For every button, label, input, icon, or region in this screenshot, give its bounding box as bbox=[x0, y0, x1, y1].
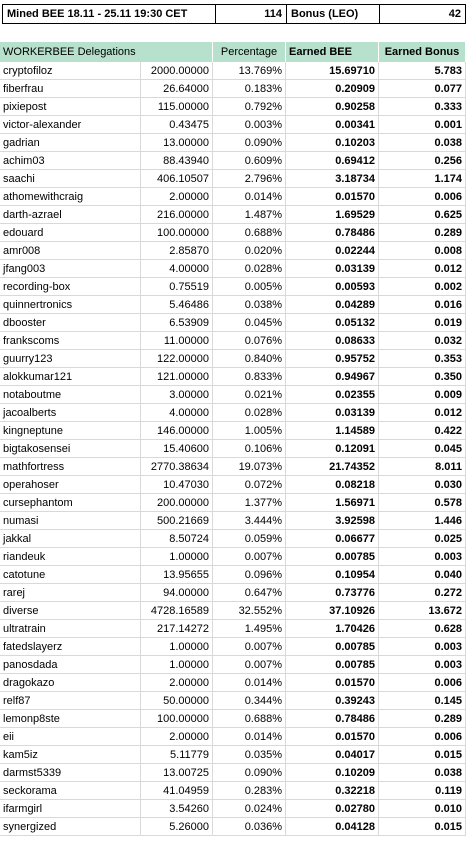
earned-bonus-cell[interactable]: 0.038 bbox=[379, 764, 466, 782]
summary-row bbox=[0, 4, 469, 24]
delegator-name-cell[interactable]: jfang003 bbox=[0, 260, 141, 278]
percentage-cell[interactable]: 0.688% bbox=[213, 224, 286, 242]
table-row bbox=[0, 746, 469, 764]
earned-bonus-cell[interactable]: 8.011 bbox=[379, 458, 466, 476]
table-row bbox=[0, 728, 469, 746]
table-row bbox=[0, 80, 469, 98]
percentage-cell[interactable]: 13.769% bbox=[213, 62, 286, 80]
table-row bbox=[0, 368, 469, 386]
delegated-amount-cell[interactable]: 500.21669 bbox=[141, 512, 213, 530]
percentage-cell[interactable]: 0.090% bbox=[213, 764, 286, 782]
earned-bonus-cell[interactable]: 0.578 bbox=[379, 494, 466, 512]
table-row bbox=[0, 296, 469, 314]
table-row bbox=[0, 242, 469, 260]
earned-bee-cell[interactable]: 0.02780 bbox=[286, 800, 379, 818]
table-row bbox=[0, 440, 469, 458]
table-row bbox=[0, 710, 469, 728]
table-row bbox=[0, 98, 469, 116]
percentage-cell[interactable]: 0.007% bbox=[213, 638, 286, 656]
delegated-amount-cell[interactable]: 15.40600 bbox=[141, 440, 213, 458]
delegator-name-cell[interactable]: jacoalberts bbox=[0, 404, 141, 422]
delegated-amount-cell[interactable]: 4728.16589 bbox=[141, 602, 213, 620]
table-row bbox=[0, 512, 469, 530]
earned-bee-cell[interactable]: 0.02355 bbox=[286, 386, 379, 404]
earned-bee-cell[interactable]: 1.56971 bbox=[286, 494, 379, 512]
earned-bonus-cell[interactable]: 0.119 bbox=[379, 782, 466, 800]
percentage-cell[interactable]: 0.840% bbox=[213, 350, 286, 368]
percentage-cell[interactable]: 0.014% bbox=[213, 674, 286, 692]
percentage-cell[interactable]: 0.007% bbox=[213, 548, 286, 566]
table-row bbox=[0, 260, 469, 278]
earned-bonus-cell[interactable]: 0.350 bbox=[379, 368, 466, 386]
delegated-amount-cell[interactable]: 3.00000 bbox=[141, 386, 213, 404]
earned-bonus-cell[interactable]: 5.783 bbox=[379, 62, 466, 80]
percentage-cell[interactable]: 0.020% bbox=[213, 242, 286, 260]
earned-bonus-cell[interactable]: 0.040 bbox=[379, 566, 466, 584]
percentage-cell[interactable]: 0.014% bbox=[213, 728, 286, 746]
delegator-name-cell[interactable]: eii bbox=[0, 728, 141, 746]
earned-bonus-cell[interactable]: 0.012 bbox=[379, 260, 466, 278]
delegated-amount-cell[interactable]: 50.00000 bbox=[141, 692, 213, 710]
delegated-amount-cell[interactable]: 100.00000 bbox=[141, 224, 213, 242]
delegations-table-body bbox=[0, 62, 469, 836]
delegator-name-cell[interactable]: darth-azrael bbox=[0, 206, 141, 224]
delegated-amount-cell[interactable]: 216.00000 bbox=[141, 206, 213, 224]
table-row bbox=[0, 152, 469, 170]
delegator-name-cell[interactable]: cryptofiloz bbox=[0, 62, 141, 80]
delegated-amount-cell[interactable]: 0.75519 bbox=[141, 278, 213, 296]
table-row bbox=[0, 656, 469, 674]
delegated-amount-cell[interactable]: 4.00000 bbox=[141, 260, 213, 278]
earned-bee-cell[interactable]: 0.00341 bbox=[286, 116, 379, 134]
earned-bonus-cell[interactable]: 0.032 bbox=[379, 332, 466, 350]
table-row bbox=[0, 494, 469, 512]
delegator-name-cell[interactable]: edouard bbox=[0, 224, 141, 242]
earned-bee-cell[interactable]: 0.95752 bbox=[286, 350, 379, 368]
delegated-amount-cell[interactable]: 100.00000 bbox=[141, 710, 213, 728]
table-row bbox=[0, 566, 469, 584]
delegated-amount-cell[interactable]: 13.00000 bbox=[141, 134, 213, 152]
earned-bee-cell[interactable]: 0.04017 bbox=[286, 746, 379, 764]
delegated-amount-cell[interactable]: 1.00000 bbox=[141, 548, 213, 566]
earned-bee-cell[interactable]: 1.14589 bbox=[286, 422, 379, 440]
delegator-name-cell[interactable]: alokkumar121 bbox=[0, 368, 141, 386]
table-row bbox=[0, 314, 469, 332]
earned-bee-cell[interactable]: 0.06677 bbox=[286, 530, 379, 548]
earned-bonus-cell[interactable]: 0.353 bbox=[379, 350, 466, 368]
delegator-name-cell[interactable]: ifarmgirl bbox=[0, 800, 141, 818]
percentage-cell[interactable]: 0.183% bbox=[213, 80, 286, 98]
delegated-amount-cell[interactable]: 88.43940 bbox=[141, 152, 213, 170]
table-row bbox=[0, 782, 469, 800]
earned-bonus-cell[interactable]: 13.672 bbox=[379, 602, 466, 620]
table-row bbox=[0, 674, 469, 692]
delegator-name-cell[interactable]: cursephantom bbox=[0, 494, 141, 512]
table-row bbox=[0, 170, 469, 188]
delegator-name-cell[interactable]: mathfortress bbox=[0, 458, 141, 476]
earned-bee-cell[interactable]: 0.10203 bbox=[286, 134, 379, 152]
earned-bee-cell[interactable]: 0.02244 bbox=[286, 242, 379, 260]
delegator-name-cell[interactable]: frankscoms bbox=[0, 332, 141, 350]
earned-bee-cell[interactable]: 0.94967 bbox=[286, 368, 379, 386]
delegated-amount-cell[interactable]: 41.04959 bbox=[141, 782, 213, 800]
table-row bbox=[0, 278, 469, 296]
earned-bonus-cell[interactable]: 0.001 bbox=[379, 116, 466, 134]
delegated-amount-cell[interactable]: 2000.00000 bbox=[141, 62, 213, 80]
percentage-cell[interactable]: 0.647% bbox=[213, 584, 286, 602]
percentage-cell[interactable]: 0.036% bbox=[213, 818, 286, 836]
earned-bee-cell[interactable]: 0.00593 bbox=[286, 278, 379, 296]
delegator-name-cell[interactable]: amr008 bbox=[0, 242, 141, 260]
table-row bbox=[0, 692, 469, 710]
earned-bonus-cell[interactable]: 0.030 bbox=[379, 476, 466, 494]
header-earned-bonus[interactable]: Earned Bonus bbox=[379, 42, 466, 62]
percentage-cell[interactable]: 0.014% bbox=[213, 188, 286, 206]
delegated-amount-cell[interactable]: 2.85870 bbox=[141, 242, 213, 260]
earned-bonus-cell[interactable]: 0.038 bbox=[379, 134, 466, 152]
percentage-cell[interactable]: 0.096% bbox=[213, 566, 286, 584]
earned-bonus-cell[interactable]: 0.625 bbox=[379, 206, 466, 224]
percentage-cell[interactable]: 0.028% bbox=[213, 260, 286, 278]
delegator-name-cell[interactable]: dragokazo bbox=[0, 674, 141, 692]
delegated-amount-cell[interactable]: 10.47030 bbox=[141, 476, 213, 494]
percentage-cell[interactable]: 0.035% bbox=[213, 746, 286, 764]
percentage-cell[interactable]: 0.609% bbox=[213, 152, 286, 170]
delegator-name-cell[interactable]: kam5iz bbox=[0, 746, 141, 764]
delegator-name-cell[interactable]: fiberfrau bbox=[0, 80, 141, 98]
delegated-amount-cell[interactable]: 2.00000 bbox=[141, 188, 213, 206]
earned-bee-cell[interactable]: 21.74352 bbox=[286, 458, 379, 476]
header-delegations[interactable]: WORKERBEE Delegations bbox=[0, 42, 213, 62]
earned-bonus-cell[interactable]: 0.015 bbox=[379, 746, 466, 764]
earned-bee-cell[interactable]: 0.10954 bbox=[286, 566, 379, 584]
table-row bbox=[0, 476, 469, 494]
table-header bbox=[0, 42, 469, 62]
percentage-cell[interactable]: 0.792% bbox=[213, 98, 286, 116]
delegator-name-cell[interactable]: lemonp8ste bbox=[0, 710, 141, 728]
table-row bbox=[0, 530, 469, 548]
delegated-amount-cell[interactable]: 121.00000 bbox=[141, 368, 213, 386]
delegated-amount-cell[interactable]: 8.50724 bbox=[141, 530, 213, 548]
delegator-name-cell[interactable]: synergized bbox=[0, 818, 141, 836]
percentage-cell[interactable]: 0.833% bbox=[213, 368, 286, 386]
delegated-amount-cell[interactable]: 4.00000 bbox=[141, 404, 213, 422]
percentage-cell[interactable]: 1.377% bbox=[213, 494, 286, 512]
earned-bee-cell[interactable]: 0.03139 bbox=[286, 404, 379, 422]
percentage-cell[interactable]: 0.090% bbox=[213, 134, 286, 152]
table-row bbox=[0, 548, 469, 566]
earned-bee-cell[interactable]: 0.10209 bbox=[286, 764, 379, 782]
percentage-cell[interactable]: 0.028% bbox=[213, 404, 286, 422]
table-row bbox=[0, 62, 469, 80]
delegated-amount-cell[interactable]: 13.00725 bbox=[141, 764, 213, 782]
delegated-amount-cell[interactable]: 5.46486 bbox=[141, 296, 213, 314]
earned-bonus-cell[interactable]: 0.077 bbox=[379, 80, 466, 98]
earned-bee-cell[interactable]: 0.12091 bbox=[286, 440, 379, 458]
table-row bbox=[0, 116, 469, 134]
percentage-cell[interactable]: 1.495% bbox=[213, 620, 286, 638]
percentage-cell[interactable]: 0.076% bbox=[213, 332, 286, 350]
delegator-name-cell[interactable]: athomewithcraig bbox=[0, 188, 141, 206]
earned-bonus-cell[interactable]: 0.019 bbox=[379, 314, 466, 332]
mined-bee-value[interactable]: 114 bbox=[215, 4, 287, 24]
earned-bee-cell[interactable]: 0.08633 bbox=[286, 332, 379, 350]
table-row bbox=[0, 350, 469, 368]
percentage-cell[interactable]: 0.007% bbox=[213, 656, 286, 674]
table-row bbox=[0, 404, 469, 422]
delegator-name-cell[interactable]: victor-alexander bbox=[0, 116, 141, 134]
table-row bbox=[0, 386, 469, 404]
table-row bbox=[0, 584, 469, 602]
earned-bee-cell[interactable]: 0.69412 bbox=[286, 152, 379, 170]
percentage-cell[interactable]: 1.005% bbox=[213, 422, 286, 440]
percentage-cell[interactable]: 0.005% bbox=[213, 278, 286, 296]
earned-bee-cell[interactable]: 0.08218 bbox=[286, 476, 379, 494]
delegator-name-cell[interactable]: rarej bbox=[0, 584, 141, 602]
earned-bonus-cell[interactable]: 0.002 bbox=[379, 278, 466, 296]
earned-bee-cell[interactable]: 0.05132 bbox=[286, 314, 379, 332]
earned-bee-cell[interactable]: 0.01570 bbox=[286, 674, 379, 692]
delegated-amount-cell[interactable]: 26.64000 bbox=[141, 80, 213, 98]
delegator-name-cell[interactable]: panosdada bbox=[0, 656, 141, 674]
percentage-cell[interactable]: 1.487% bbox=[213, 206, 286, 224]
table-row bbox=[0, 818, 469, 836]
earned-bonus-cell[interactable]: 0.006 bbox=[379, 728, 466, 746]
delegator-name-cell[interactable]: seckorama bbox=[0, 782, 141, 800]
delegator-name-cell[interactable]: fatedslayerz bbox=[0, 638, 141, 656]
table-row bbox=[0, 422, 469, 440]
delegator-name-cell[interactable]: dbooster bbox=[0, 314, 141, 332]
earned-bonus-cell[interactable]: 0.422 bbox=[379, 422, 466, 440]
delegated-amount-cell[interactable]: 3.54260 bbox=[141, 800, 213, 818]
delegated-amount-cell[interactable]: 0.43475 bbox=[141, 116, 213, 134]
mined-bee-label[interactable]: Mined BEE 18.11 - 25.11 19:30 CET bbox=[2, 4, 216, 24]
delegated-amount-cell[interactable]: 2.00000 bbox=[141, 728, 213, 746]
table-row bbox=[0, 602, 469, 620]
percentage-cell[interactable]: 0.072% bbox=[213, 476, 286, 494]
table-row bbox=[0, 224, 469, 242]
percentage-cell[interactable]: 3.444% bbox=[213, 512, 286, 530]
earned-bee-cell[interactable]: 0.90258 bbox=[286, 98, 379, 116]
earned-bee-cell[interactable]: 0.04289 bbox=[286, 296, 379, 314]
earned-bonus-cell[interactable]: 0.289 bbox=[379, 224, 466, 242]
earned-bee-cell[interactable]: 0.00785 bbox=[286, 638, 379, 656]
earned-bee-cell[interactable]: 3.92598 bbox=[286, 512, 379, 530]
delegator-name-cell[interactable]: pixiepost bbox=[0, 98, 141, 116]
header-percentage[interactable]: Percentage bbox=[213, 42, 286, 62]
delegator-name-cell[interactable]: achim03 bbox=[0, 152, 141, 170]
percentage-cell[interactable]: 0.003% bbox=[213, 116, 286, 134]
delegated-amount-cell[interactable]: 94.00000 bbox=[141, 584, 213, 602]
bonus-value[interactable]: 42 bbox=[379, 4, 466, 24]
delegator-name-cell[interactable]: quinnertronics bbox=[0, 296, 141, 314]
earned-bee-cell[interactable]: 0.32218 bbox=[286, 782, 379, 800]
earned-bee-cell[interactable]: 0.73776 bbox=[286, 584, 379, 602]
earned-bee-cell[interactable]: 0.01570 bbox=[286, 728, 379, 746]
delegator-name-cell[interactable]: saachi bbox=[0, 170, 141, 188]
delegated-amount-cell[interactable]: 122.00000 bbox=[141, 350, 213, 368]
earned-bonus-cell[interactable]: 0.003 bbox=[379, 656, 466, 674]
delegated-amount-cell[interactable]: 200.00000 bbox=[141, 494, 213, 512]
earned-bonus-cell[interactable]: 0.289 bbox=[379, 710, 466, 728]
delegated-amount-cell[interactable]: 2770.38634 bbox=[141, 458, 213, 476]
delegated-amount-cell[interactable]: 13.95655 bbox=[141, 566, 213, 584]
delegated-amount-cell[interactable]: 1.00000 bbox=[141, 656, 213, 674]
delegated-amount-cell[interactable]: 115.00000 bbox=[141, 98, 213, 116]
percentage-cell[interactable]: 0.045% bbox=[213, 314, 286, 332]
percentage-cell[interactable]: 0.106% bbox=[213, 440, 286, 458]
table-row bbox=[0, 206, 469, 224]
earned-bonus-cell[interactable]: 0.003 bbox=[379, 638, 466, 656]
earned-bee-cell[interactable]: 1.69529 bbox=[286, 206, 379, 224]
earned-bonus-cell[interactable]: 0.025 bbox=[379, 530, 466, 548]
bonus-label[interactable]: Bonus (LEO) bbox=[286, 4, 380, 24]
delegated-amount-cell[interactable]: 217.14272 bbox=[141, 620, 213, 638]
delegator-name-cell[interactable]: ultratrain bbox=[0, 620, 141, 638]
delegator-name-cell[interactable]: catotune bbox=[0, 566, 141, 584]
earned-bee-cell[interactable]: 37.10926 bbox=[286, 602, 379, 620]
earned-bonus-cell[interactable]: 0.628 bbox=[379, 620, 466, 638]
percentage-cell[interactable]: 0.283% bbox=[213, 782, 286, 800]
percentage-cell[interactable]: 0.344% bbox=[213, 692, 286, 710]
earned-bonus-cell[interactable]: 1.174 bbox=[379, 170, 466, 188]
delegator-name-cell[interactable]: guurry123 bbox=[0, 350, 141, 368]
header-earned-bee[interactable]: Earned BEE bbox=[286, 42, 379, 62]
delegated-amount-cell[interactable]: 11.00000 bbox=[141, 332, 213, 350]
percentage-cell[interactable]: 19.073% bbox=[213, 458, 286, 476]
earned-bonus-cell[interactable]: 0.006 bbox=[379, 674, 466, 692]
earned-bonus-cell[interactable]: 1.446 bbox=[379, 512, 466, 530]
earned-bonus-cell[interactable]: 0.045 bbox=[379, 440, 466, 458]
earned-bonus-cell[interactable]: 0.016 bbox=[379, 296, 466, 314]
delegator-name-cell[interactable]: relf87 bbox=[0, 692, 141, 710]
earned-bee-cell[interactable]: 0.78486 bbox=[286, 710, 379, 728]
table-row bbox=[0, 332, 469, 350]
delegated-amount-cell[interactable]: 5.11779 bbox=[141, 746, 213, 764]
delegator-name-cell[interactable]: diverse bbox=[0, 602, 141, 620]
percentage-cell[interactable]: 0.059% bbox=[213, 530, 286, 548]
table-row bbox=[0, 764, 469, 782]
delegator-name-cell[interactable]: numasi bbox=[0, 512, 141, 530]
earned-bee-cell[interactable]: 1.70426 bbox=[286, 620, 379, 638]
delegated-amount-cell[interactable]: 5.26000 bbox=[141, 818, 213, 836]
earned-bee-cell[interactable]: 0.39243 bbox=[286, 692, 379, 710]
percentage-cell[interactable]: 0.688% bbox=[213, 710, 286, 728]
delegated-amount-cell[interactable]: 2.00000 bbox=[141, 674, 213, 692]
earned-bonus-cell[interactable]: 0.333 bbox=[379, 98, 466, 116]
delegator-name-cell[interactable]: darmst5339 bbox=[0, 764, 141, 782]
table-row bbox=[0, 134, 469, 152]
table-row bbox=[0, 188, 469, 206]
percentage-cell[interactable]: 0.021% bbox=[213, 386, 286, 404]
percentage-cell[interactable]: 2.796% bbox=[213, 170, 286, 188]
delegated-amount-cell[interactable]: 1.00000 bbox=[141, 638, 213, 656]
delegator-name-cell[interactable]: riandeuk bbox=[0, 548, 141, 566]
delegator-name-cell[interactable]: bigtakosensei bbox=[0, 440, 141, 458]
table-row bbox=[0, 620, 469, 638]
earned-bee-cell[interactable]: 0.01570 bbox=[286, 188, 379, 206]
earned-bee-cell[interactable]: 0.78486 bbox=[286, 224, 379, 242]
table-row bbox=[0, 800, 469, 818]
percentage-cell[interactable]: 0.038% bbox=[213, 296, 286, 314]
earned-bonus-cell[interactable]: 0.145 bbox=[379, 692, 466, 710]
earned-bonus-cell[interactable]: 0.006 bbox=[379, 188, 466, 206]
earned-bee-cell[interactable]: 0.03139 bbox=[286, 260, 379, 278]
delegated-amount-cell[interactable]: 406.10507 bbox=[141, 170, 213, 188]
delegator-name-cell[interactable]: jakkal bbox=[0, 530, 141, 548]
delegator-name-cell[interactable]: gadrian bbox=[0, 134, 141, 152]
earned-bee-cell[interactable]: 15.69710 bbox=[286, 62, 379, 80]
earned-bonus-cell[interactable]: 0.003 bbox=[379, 548, 466, 566]
percentage-cell[interactable]: 32.552% bbox=[213, 602, 286, 620]
earned-bonus-cell[interactable]: 0.009 bbox=[379, 386, 466, 404]
earned-bonus-cell[interactable]: 0.015 bbox=[379, 818, 466, 836]
earned-bonus-cell[interactable]: 0.256 bbox=[379, 152, 466, 170]
earned-bonus-cell[interactable]: 0.008 bbox=[379, 242, 466, 260]
percentage-cell[interactable]: 0.024% bbox=[213, 800, 286, 818]
table-row bbox=[0, 638, 469, 656]
earned-bee-cell[interactable]: 0.04128 bbox=[286, 818, 379, 836]
earned-bee-cell[interactable]: 3.18734 bbox=[286, 170, 379, 188]
delegator-name-cell[interactable]: operahoser bbox=[0, 476, 141, 494]
delegator-name-cell[interactable]: kingneptune bbox=[0, 422, 141, 440]
earned-bonus-cell[interactable]: 0.012 bbox=[379, 404, 466, 422]
table-row bbox=[0, 458, 469, 476]
earned-bee-cell[interactable]: 0.00785 bbox=[286, 656, 379, 674]
earned-bonus-cell[interactable]: 0.272 bbox=[379, 584, 466, 602]
earned-bonus-cell[interactable]: 0.010 bbox=[379, 800, 466, 818]
delegator-name-cell[interactable]: notaboutme bbox=[0, 386, 141, 404]
delegated-amount-cell[interactable]: 146.00000 bbox=[141, 422, 213, 440]
delegator-name-cell[interactable]: recording-box bbox=[0, 278, 141, 296]
earned-bee-cell[interactable]: 0.20909 bbox=[286, 80, 379, 98]
delegated-amount-cell[interactable]: 6.53909 bbox=[141, 314, 213, 332]
earned-bee-cell[interactable]: 0.00785 bbox=[286, 548, 379, 566]
